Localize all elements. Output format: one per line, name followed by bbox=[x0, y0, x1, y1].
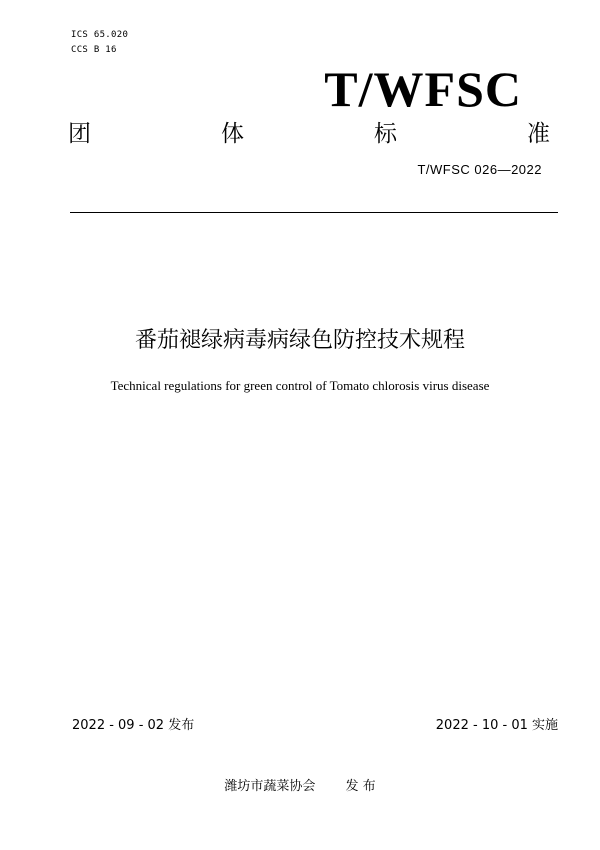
issuer-action: 发 布 bbox=[345, 779, 376, 794]
organization-logo: T/WFSC bbox=[324, 61, 522, 117]
title-chinese: 番茄褪绿病毒病绿色防控技术规程 bbox=[134, 328, 465, 353]
standard-type-char: 体 bbox=[221, 120, 244, 147]
issuer-line bbox=[0, 775, 600, 794]
standard-number: T/WFSC 026—2022 bbox=[417, 162, 542, 177]
issuer-name: 潍坊市蔬菜协会 bbox=[224, 779, 316, 794]
ics-code: ICS 65.020 bbox=[71, 30, 129, 40]
standard-type bbox=[68, 114, 550, 148]
standard-type-char: 标 bbox=[374, 120, 397, 147]
standard-type-char: 准 bbox=[527, 120, 550, 147]
title-english: Technical regulations for green control of Tomato chlorosis virus disease bbox=[110, 378, 490, 393]
header-divider bbox=[70, 212, 558, 213]
ccs-code: CCS B 16 bbox=[71, 45, 117, 55]
implementation-date: 2022 - 10 - 01 实施 bbox=[435, 718, 558, 733]
classification-codes bbox=[71, 28, 128, 58]
release-date: 2022 - 09 - 02 发布 bbox=[72, 718, 195, 733]
standard-type-char: 团 bbox=[68, 120, 91, 147]
